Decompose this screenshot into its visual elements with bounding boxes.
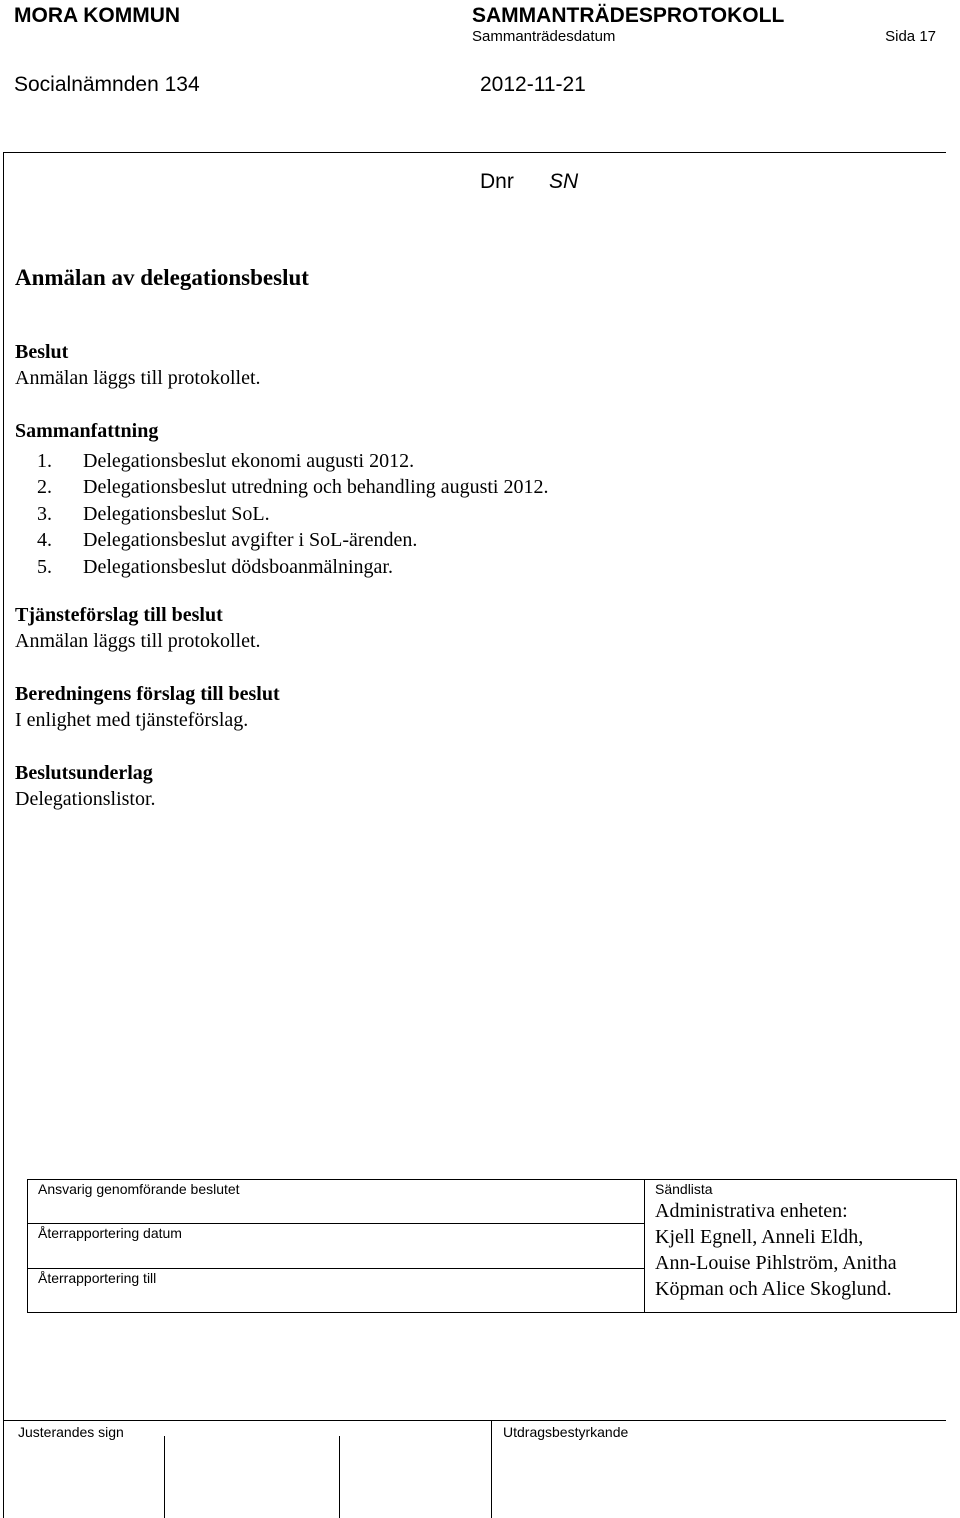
sammanfattning-heading: Sammanfattning [15,420,159,442]
list-item-number: 3. [37,502,52,525]
tjansteforslag-text: Anmälan läggs till protokollet. [15,630,261,652]
beslutsunderlag-text: Delegationslistor. [15,788,156,810]
signature-divider [491,1420,492,1518]
page-number: Sida 17 [885,28,936,45]
dnr-value: SN [549,170,579,193]
list-item-text: Delegationsbeslut dödsboanmälningar. [83,555,393,578]
list-item [15,527,548,553]
top-divider [3,152,946,153]
list-item-number: 4. [37,529,52,552]
box-row-divider [27,1268,644,1269]
meeting-date-label: Sammanträdesdatum [472,28,616,45]
document-type: SAMMANTRÄDESPROTOKOLL [472,4,785,27]
sendlist-line: Köpman och Alice Skoglund. [655,1278,892,1300]
list-item [15,501,548,527]
list-item-text: Delegationsbeslut utredning och behandling augusti 2012. [83,476,549,499]
list-item-text: Delegationsbeslut SoL. [83,502,270,525]
responsible-label: Ansvarig genomförande beslutet [38,1181,240,1197]
organization-name: MORA KOMMUN [14,4,181,27]
footer-divider [3,1420,946,1421]
left-margin-line [3,152,4,1518]
beredningens-text: I enlighet med tjänsteförslag. [15,709,249,731]
list-item [15,474,548,500]
sendlist-line: Kjell Egnell, Anneli Eldh, [655,1226,864,1248]
list-item-text: Delegationsbeslut avgifter i SoL-ärenden. [83,529,418,552]
signature-divider [164,1436,165,1518]
dnr-label: Dnr [480,170,514,193]
list-item-number: 5. [37,555,52,578]
beslut-text: Anmälan läggs till protokollet. [15,367,261,389]
tjansteforslag-heading: Tjänsteförslag till beslut [15,604,223,626]
report-date-label: Återrapportering datum [38,1225,182,1241]
signature-divider [339,1436,340,1518]
list-item-number: 2. [37,476,52,499]
sendlist-label: Sändlista [655,1181,713,1197]
list-item [15,554,548,580]
report-to-label: Återrapportering till [38,1270,157,1286]
sendlist [655,1198,897,1302]
beslut-heading: Beslut [15,341,69,363]
utdragsbestyrkande-label: Utdragsbestyrkande [503,1424,629,1440]
justerandes-sign-label: Justerandes sign [18,1424,124,1440]
box-column-divider [644,1179,645,1313]
page-title: Anmälan av delegationsbeslut [15,265,309,290]
list-item-number: 1. [37,450,52,472]
sendlist-line: Administrativa enheten: [655,1200,848,1222]
sendlist-line: Ann-Louise Pihlström, Anitha [655,1252,897,1274]
box-row-divider [27,1223,644,1224]
list-item [15,448,548,474]
beredningens-heading: Beredningens förslag till beslut [15,683,280,705]
list-item-text: Delegationsbeslut ekonomi augusti 2012. [83,450,415,472]
meeting-date: 2012-11-21 [480,73,586,96]
sammanfattning-list [15,448,548,580]
committee-section: Socialnämnden 134 [14,73,200,96]
beslutsunderlag-heading: Beslutsunderlag [15,762,153,784]
